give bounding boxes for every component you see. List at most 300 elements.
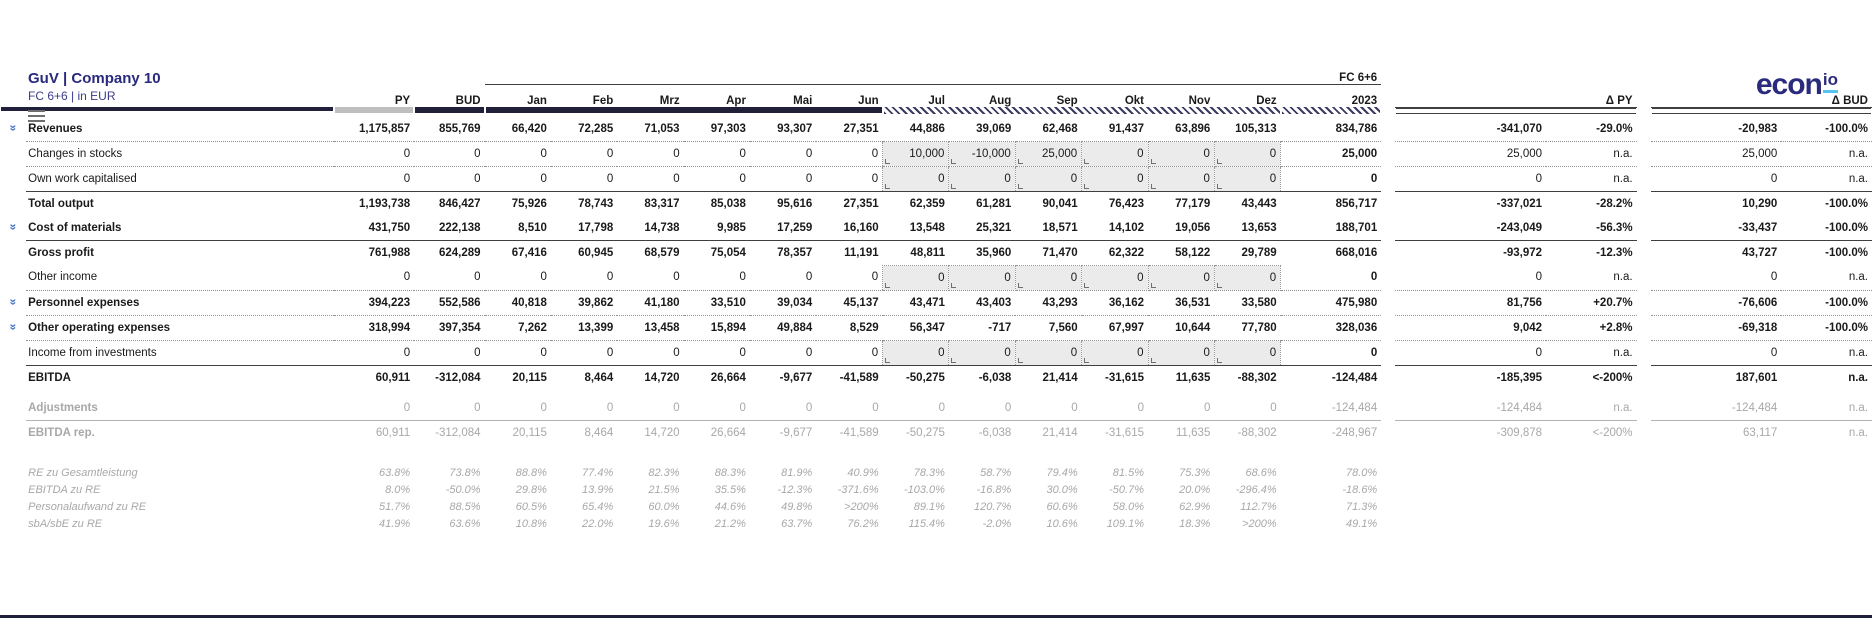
- table-row: [0, 516, 1872, 533]
- cell-apr: 15,894: [684, 315, 750, 340]
- cell-bud: 552,586: [414, 290, 484, 315]
- column-header-sep: Sep: [1056, 95, 1078, 107]
- table-row: [0, 240, 1872, 265]
- cell-py: 51.7%: [378, 501, 411, 513]
- spacer: [1637, 482, 1651, 499]
- column-header-delta-py: Δ PY: [1395, 85, 1636, 108]
- table-row: [0, 465, 1872, 482]
- cell-delta-bud-pct: -100.0%: [1781, 290, 1872, 315]
- cell-jun: 16,160: [816, 216, 882, 241]
- column-header-nov: Nov: [1188, 95, 1211, 107]
- cell-delta-py: -341,070: [1395, 117, 1546, 142]
- cell-mrz: 0: [617, 340, 683, 365]
- spacer: [1637, 516, 1651, 533]
- cell-delta-py-pct: <-200%: [1592, 371, 1633, 384]
- cell-bud: 73.8%: [449, 467, 481, 479]
- cell-okt: 109.1%: [1106, 518, 1144, 530]
- pnl-table: [0, 62, 1872, 533]
- table-row: [0, 141, 1872, 166]
- cell-jun: 0: [816, 141, 882, 166]
- cell-delta-py-pct: n.a.: [1546, 166, 1636, 191]
- cell-mrz: 0: [617, 166, 683, 191]
- spacer: [1381, 516, 1395, 533]
- cell-apr: 0: [684, 166, 750, 191]
- spacer: [1637, 166, 1651, 191]
- cell-delta-py-pct: n.a.: [1546, 141, 1636, 166]
- cell-mrz: 0: [617, 396, 683, 421]
- cell-okt: -50.7%: [1109, 484, 1144, 496]
- menu-icon[interactable]: [28, 110, 45, 122]
- cell-py: 63.8%: [378, 467, 411, 479]
- cell-feb: 72,285: [551, 117, 617, 142]
- cell-sep: 90,041: [1042, 197, 1078, 210]
- cell-delta-bud: [1651, 482, 1782, 499]
- input-cell-aug[interactable]: 0: [949, 166, 1015, 191]
- row-label-total-output: Total output: [28, 197, 94, 210]
- cell-delta-bud-pct: -100.0%: [1825, 246, 1868, 259]
- row-gap: [0, 445, 1872, 465]
- cell-jan: 75,926: [511, 197, 547, 210]
- cell-jan: 0: [485, 166, 551, 191]
- spacer: [1381, 290, 1395, 315]
- cell-bud: -312,084: [435, 371, 481, 384]
- logo-text: econ: [1755, 68, 1822, 101]
- cell-fc2023: 188,701: [1281, 216, 1382, 241]
- cell-fc2023: -124,484: [1281, 396, 1382, 421]
- cell-delta-bud: -76,606: [1651, 290, 1782, 315]
- cell-sep: 71,470: [1042, 246, 1078, 259]
- cell-mrz: 0: [617, 265, 683, 290]
- cell-delta-bud-pct: n.a.: [1781, 340, 1872, 365]
- row-label-gross-profit: Gross profit: [28, 246, 94, 259]
- input-cell-sep[interactable]: 0: [1015, 265, 1081, 290]
- cell-fc2023: -124,484: [1331, 371, 1378, 384]
- cell-jul: 62,359: [909, 197, 945, 210]
- cell-delta-bud: 0: [1651, 340, 1782, 365]
- spacer: [1637, 499, 1651, 516]
- cell-aug: 0: [949, 396, 1015, 421]
- spacer: [1637, 240, 1651, 265]
- cell-fc2023: 668,016: [1335, 246, 1378, 259]
- cell-feb: 0: [551, 340, 617, 365]
- table-row: [0, 396, 1872, 421]
- cell-okt: 67,997: [1082, 315, 1148, 340]
- cell-jun: 0: [816, 396, 882, 421]
- row-label-revenues: Revenues: [26, 117, 334, 142]
- cell-feb: 0: [551, 396, 617, 421]
- cell-jun: -41,589: [839, 426, 879, 439]
- cell-nov: 19,056: [1148, 216, 1214, 241]
- cell-feb: 78,743: [578, 197, 614, 210]
- cell-py: 394,223: [334, 290, 414, 315]
- cell-feb: 13.9%: [582, 484, 614, 496]
- cell-py: 1,175,857: [334, 117, 414, 142]
- collapse-chevron-icon[interactable]: »: [6, 323, 21, 330]
- cell-fc2023: 856,717: [1335, 197, 1378, 210]
- cell-bud: 855,769: [414, 117, 484, 142]
- cell-apr: 33,510: [684, 290, 750, 315]
- spacer: [1637, 315, 1651, 340]
- cell-jul: 78.3%: [913, 467, 945, 479]
- cell-delta-bud: [1651, 465, 1782, 482]
- spacer: [1381, 465, 1395, 482]
- cell-aug: -2.0%: [982, 518, 1012, 530]
- spacer: [1381, 482, 1395, 499]
- cell-jun: >200%: [844, 501, 879, 513]
- cell-jan: 60.5%: [515, 501, 547, 513]
- cell-feb: 8,464: [584, 371, 614, 384]
- cell-dez: 77,780: [1214, 315, 1280, 340]
- collapse-chevron-icon[interactable]: »: [6, 124, 21, 132]
- input-cell-okt[interactable]: 0: [1082, 340, 1148, 365]
- column-header-jan: Jan: [527, 95, 547, 107]
- cell-jul: -50,275: [905, 426, 945, 439]
- input-cell-dez[interactable]: 0: [1214, 141, 1280, 166]
- input-cell-aug[interactable]: 0: [949, 265, 1015, 290]
- cell-okt: -31,615: [1104, 426, 1144, 439]
- cell-jan: 7,262: [485, 315, 551, 340]
- cell-fc2023: -248,967: [1331, 426, 1378, 439]
- cell-mrz: 19.6%: [648, 518, 680, 530]
- input-cell-nov[interactable]: 0: [1148, 340, 1214, 365]
- cell-delta-py: [1395, 465, 1546, 482]
- cell-jun: 45,137: [816, 290, 882, 315]
- cell-delta-bud-pct: [1781, 482, 1872, 499]
- row-label-income-from-investments: Income from investments: [26, 340, 334, 365]
- cell-apr: 0: [684, 141, 750, 166]
- cell-sep: 10.6%: [1046, 518, 1078, 530]
- cell-sep: 7,560: [1015, 315, 1081, 340]
- cell-mai: 0: [750, 340, 816, 365]
- cell-feb: 8,464: [584, 426, 614, 439]
- cell-mai: 78,357: [777, 246, 813, 259]
- cell-fc2023: 71.3%: [1346, 501, 1378, 513]
- cell-delta-py-pct: -29.0%: [1546, 117, 1636, 142]
- row-label-re-zu-gesamtleistung: RE zu Gesamtleistung: [28, 467, 138, 479]
- cell-jul: 115.4%: [908, 518, 945, 530]
- cell-nov: 58,122: [1175, 246, 1211, 259]
- cell-jul: 48,811: [910, 246, 945, 259]
- spacer: [1637, 191, 1651, 216]
- cell-delta-bud: [1651, 516, 1782, 533]
- cell-delta-py-pct: n.a.: [1546, 340, 1636, 365]
- cell-py: 1,193,738: [359, 197, 411, 210]
- cell-delta-py: 9,042: [1395, 315, 1546, 340]
- cell-jan: 0: [485, 340, 551, 365]
- cell-feb: 39,862: [551, 290, 617, 315]
- cell-okt: 81.5%: [1112, 467, 1144, 479]
- cell-jun: 8,529: [816, 315, 882, 340]
- cell-delta-py: -124,484: [1395, 396, 1546, 421]
- cell-delta-bud-pct: [1781, 516, 1872, 533]
- cell-jul: 43,471: [883, 290, 949, 315]
- cell-jun: 0: [816, 340, 882, 365]
- input-cell-sep[interactable]: 0: [1015, 340, 1081, 365]
- input-cell-sep[interactable]: 0: [1015, 166, 1081, 191]
- cell-sep: 21,414: [1042, 371, 1078, 384]
- spacer: [1381, 240, 1395, 265]
- column-header-aug: Aug: [988, 95, 1012, 107]
- cell-delta-bud: -33,437: [1651, 216, 1782, 241]
- input-cell-nov[interactable]: 0: [1148, 141, 1214, 166]
- cell-dez: 29,789: [1241, 246, 1277, 259]
- cell-feb: 17,798: [551, 216, 617, 241]
- cell-py: 0: [334, 265, 414, 290]
- cell-aug: 43,403: [949, 290, 1015, 315]
- spacer: [1637, 216, 1651, 241]
- input-cell-jul[interactable]: 0: [883, 340, 949, 365]
- cell-jul: -103.0%: [903, 484, 945, 496]
- cell-delta-py: -337,021: [1496, 197, 1543, 210]
- cell-apr: 75,054: [710, 246, 746, 259]
- cell-delta-bud-pct: -100.0%: [1781, 216, 1872, 241]
- column-header-feb: Feb: [592, 95, 614, 107]
- cell-dez: 43,443: [1241, 197, 1277, 210]
- cell-delta-bud: 0: [1651, 166, 1782, 191]
- cell-okt: 76,423: [1108, 197, 1144, 210]
- cell-mai: 93,307: [750, 117, 816, 142]
- cell-bud: 397,354: [414, 315, 484, 340]
- cell-okt: -31,615: [1104, 371, 1144, 384]
- cell-delta-py-pct: [1546, 499, 1636, 516]
- cell-feb: 0: [551, 265, 617, 290]
- cell-jun: 11,191: [844, 246, 879, 259]
- cell-delta-bud-pct: n.a.: [1781, 141, 1872, 166]
- input-cell-okt[interactable]: 0: [1082, 166, 1148, 191]
- cell-py: 0: [334, 340, 414, 365]
- cell-mai: 81.9%: [781, 467, 813, 479]
- cell-mai: 0: [750, 265, 816, 290]
- input-cell-nov[interactable]: 0: [1148, 166, 1214, 191]
- cell-delta-py: 25,000: [1395, 141, 1546, 166]
- input-cell-sep[interactable]: 25,000: [1015, 141, 1081, 166]
- cell-bud: 0: [414, 265, 484, 290]
- cell-mrz: 14,738: [617, 216, 683, 241]
- cell-okt: 0: [1082, 396, 1148, 421]
- input-cell-jul[interactable]: 0: [883, 265, 949, 290]
- cell-delta-py: -309,878: [1496, 426, 1543, 439]
- cell-mrz: 71,053: [617, 117, 683, 142]
- cell-mai: 0: [750, 396, 816, 421]
- input-cell-dez[interactable]: 0: [1214, 340, 1280, 365]
- cell-delta-bud-pct: n.a.: [1848, 371, 1868, 384]
- cell-nov: 18.3%: [1179, 518, 1211, 530]
- cell-feb: 0: [551, 141, 617, 166]
- cell-mai: -9,677: [779, 426, 813, 439]
- cell-bud: 63.6%: [449, 518, 481, 530]
- cell-dez: >200%: [1242, 518, 1277, 530]
- spacer: [1381, 499, 1395, 516]
- cell-okt: 62,322: [1108, 246, 1144, 259]
- cell-delta-py: 0: [1395, 265, 1546, 290]
- cell-sep: 43,293: [1015, 290, 1081, 315]
- cell-mrz: 68,579: [644, 246, 680, 259]
- cell-delta-py-pct: [1546, 465, 1636, 482]
- input-cell-aug[interactable]: 0: [949, 340, 1015, 365]
- spacer: [1637, 365, 1651, 390]
- cell-jun: 40.9%: [847, 467, 879, 479]
- cell-apr: 26,664: [710, 371, 746, 384]
- cell-jul: 56,347: [883, 315, 949, 340]
- cell-mrz: 13,458: [617, 315, 683, 340]
- cell-dez: -88,302: [1237, 371, 1277, 384]
- cell-sep: 60.6%: [1046, 501, 1078, 513]
- cell-sep: 79.4%: [1046, 467, 1078, 479]
- cell-apr: 21.2%: [714, 518, 746, 530]
- input-cell-dez[interactable]: 0: [1214, 265, 1280, 290]
- table-row: [0, 315, 1872, 340]
- cell-py: 60,911: [375, 426, 411, 439]
- spacer: [1381, 340, 1395, 365]
- cell-nov: 20.0%: [1179, 484, 1211, 496]
- cell-aug: -6,038: [978, 426, 1012, 439]
- cell-delta-py-pct: [1546, 516, 1636, 533]
- cell-delta-bud-pct: n.a.: [1848, 426, 1868, 439]
- spacer: [1637, 420, 1651, 445]
- column-header-apr: Apr: [726, 95, 746, 107]
- cell-fc2023: 475,980: [1281, 290, 1382, 315]
- column-header-py: PY: [394, 95, 411, 107]
- cell-nov: 75.3%: [1179, 467, 1211, 479]
- cell-nov: 62.9%: [1179, 501, 1211, 513]
- cell-dez: 112.7%: [1240, 501, 1277, 513]
- collapse-chevron-icon[interactable]: »: [6, 298, 21, 305]
- table-row: [0, 420, 1872, 445]
- cell-py: 761,988: [368, 246, 411, 259]
- row-label-adjustments: Adjustments: [26, 396, 334, 421]
- page-title: GuV | Company 10: [28, 70, 161, 87]
- spacer: [1381, 141, 1395, 166]
- table-row: [0, 216, 1872, 241]
- cell-aug: 35,960: [976, 246, 1012, 259]
- cell-bud: 0: [414, 340, 484, 365]
- input-cell-aug[interactable]: -10,000: [949, 141, 1015, 166]
- spacer: [1381, 420, 1395, 445]
- table-row: [0, 265, 1872, 290]
- cell-sep: 18,571: [1015, 216, 1081, 241]
- cell-apr: 44.6%: [714, 501, 746, 513]
- cell-aug: 61,281: [976, 197, 1012, 210]
- row-label-changes-in-stocks: Changes in stocks: [26, 141, 334, 166]
- spacer: [1381, 216, 1395, 241]
- column-header-dez: Dez: [1256, 95, 1277, 107]
- cell-nov: 11,635: [1175, 371, 1211, 384]
- row-label-ebitda-rep: EBITDA rep.: [28, 426, 95, 439]
- cell-aug: 39,069: [949, 117, 1015, 142]
- cell-feb: 60,945: [578, 246, 614, 259]
- cell-mai: 49,884: [750, 315, 816, 340]
- cell-delta-bud: -124,484: [1651, 396, 1782, 421]
- cell-py: 0: [334, 166, 414, 191]
- cell-mai: 63.7%: [781, 518, 813, 530]
- cell-dez: -88,302: [1237, 426, 1277, 439]
- cell-nov: 0: [1148, 396, 1214, 421]
- cell-okt: 58.0%: [1112, 501, 1144, 513]
- cell-apr: 0: [684, 396, 750, 421]
- row-label-own-work-capitalised: Own work capitalised: [26, 166, 334, 191]
- cell-mai: 95,616: [777, 197, 813, 210]
- top-bar: [0, 62, 1872, 124]
- cell-feb: 13,399: [551, 315, 617, 340]
- cell-dez: -296.4%: [1235, 484, 1277, 496]
- cell-jan: 67,416: [511, 246, 547, 259]
- spacer: [1381, 315, 1395, 340]
- input-cell-jul[interactable]: 0: [883, 166, 949, 191]
- cell-delta-bud-pct: -100.0%: [1781, 117, 1872, 142]
- row-label-personnel-expenses: Personnel expenses: [26, 290, 334, 315]
- cell-delta-bud-pct: -100.0%: [1825, 197, 1868, 210]
- cell-delta-bud: -69,318: [1651, 315, 1782, 340]
- cell-jun: 76.2%: [847, 518, 879, 530]
- cell-delta-py: [1395, 482, 1546, 499]
- column-header-mrz: Mrz: [659, 95, 680, 107]
- cell-jan: 29.8%: [515, 484, 547, 496]
- cell-dez: 68.6%: [1245, 467, 1277, 479]
- spacer: [1381, 365, 1395, 390]
- spacer: [1637, 265, 1651, 290]
- input-cell-nov[interactable]: 0: [1148, 265, 1214, 290]
- column-header-bud: BUD: [455, 95, 481, 107]
- cell-bud: 222,138: [414, 216, 484, 241]
- cell-dez: 33,580: [1214, 290, 1280, 315]
- cell-delta-py: 0: [1395, 340, 1546, 365]
- cell-delta-py-pct: n.a.: [1546, 265, 1636, 290]
- table-row: [0, 290, 1872, 315]
- cell-delta-py-pct: +2.8%: [1546, 315, 1636, 340]
- cell-jan: 40,818: [485, 290, 551, 315]
- input-cell-dez[interactable]: 0: [1214, 166, 1280, 191]
- cell-okt: 36,162: [1082, 290, 1148, 315]
- cell-py: 8.0%: [385, 484, 411, 496]
- cell-jan: 88.8%: [515, 467, 547, 479]
- cell-py: 318,994: [334, 315, 414, 340]
- cell-delta-py-pct: <-200%: [1592, 426, 1633, 439]
- input-cell-okt[interactable]: 0: [1082, 265, 1148, 290]
- spacer: [1637, 290, 1651, 315]
- spacer: [1637, 465, 1651, 482]
- spacer: [1381, 191, 1395, 216]
- spacer: [1381, 396, 1395, 421]
- cell-delta-bud-pct: n.a.: [1781, 265, 1872, 290]
- cell-mai: 49.8%: [781, 501, 813, 513]
- cell-py: 0: [334, 141, 414, 166]
- cell-fc2023: 0: [1281, 166, 1382, 191]
- cell-delta-bud: 10,290: [1742, 197, 1778, 210]
- input-cell-jul[interactable]: 10,000: [883, 141, 949, 166]
- cell-delta-bud: 43,727: [1742, 246, 1778, 259]
- cell-apr: 9,985: [684, 216, 750, 241]
- spacer: [1381, 166, 1395, 191]
- cell-jan: 8,510: [485, 216, 551, 241]
- spacer: [1637, 141, 1651, 166]
- cell-jul: 44,886: [883, 117, 949, 142]
- cell-fc2023: 0: [1281, 265, 1382, 290]
- collapse-chevron-icon[interactable]: »: [6, 223, 21, 231]
- cell-mrz: 14,720: [644, 426, 680, 439]
- cell-sep: 62,468: [1015, 117, 1081, 142]
- cell-apr: 26,664: [710, 426, 746, 439]
- cell-delta-py-pct: n.a.: [1546, 396, 1636, 421]
- table-row: [0, 191, 1872, 216]
- column-header-okt: Okt: [1124, 95, 1144, 107]
- cell-delta-py: 81,756: [1395, 290, 1546, 315]
- cell-delta-py-pct: [1546, 482, 1636, 499]
- row-label-ebitda: EBITDA: [28, 371, 71, 384]
- input-cell-okt[interactable]: 0: [1082, 141, 1148, 166]
- cell-fc2023: 328,036: [1281, 315, 1382, 340]
- cell-bud: 0: [414, 141, 484, 166]
- cell-delta-bud-pct: [1781, 465, 1872, 482]
